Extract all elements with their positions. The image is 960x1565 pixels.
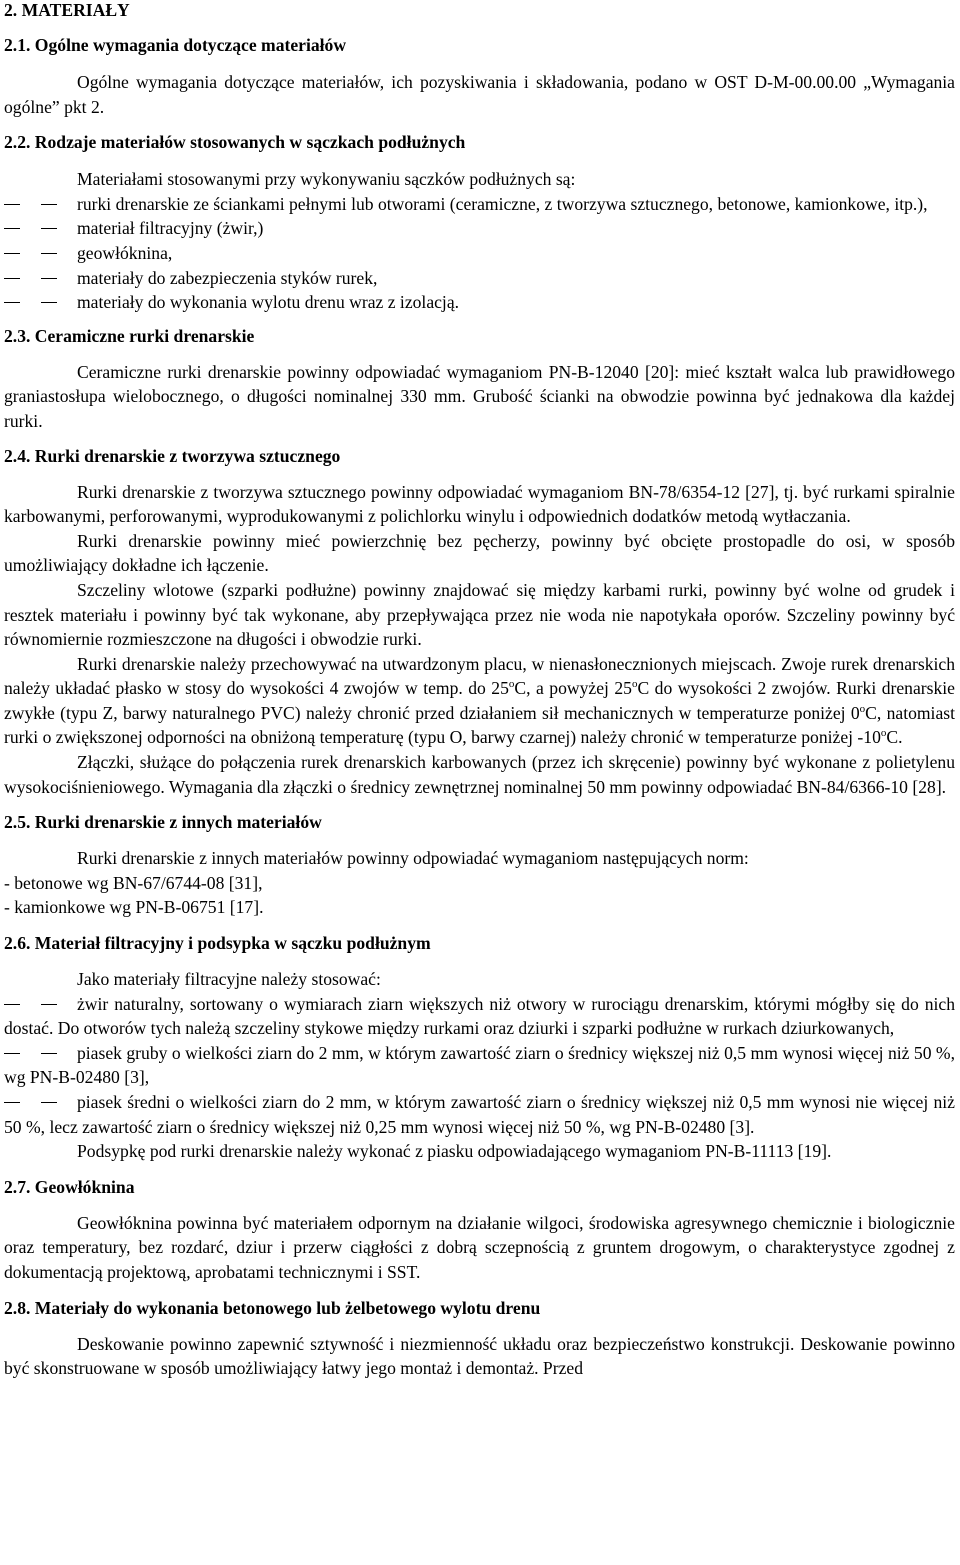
- dash-bullet: [4, 216, 64, 240]
- list-item: żwir naturalny, sortowany o wymiarach ziarn większych niż otwory w rurociągu drenarskim, którymi mógłby się do nich dostać. Do otworów tych należą szczeliny stykowe między rurkami oraz dziurki i szparki podłużne w rurkach dziurkowanych,: [4, 993, 955, 1039]
- section-2-5-title: 2.5. Rurki drenarskie z innych materiałów: [4, 812, 322, 833]
- list-item: - betonowe wg BN-67/6744-08 [31],: [4, 872, 263, 893]
- list-item: materiały do wykonania wylotu drenu wraz z izolacją.: [4, 290, 955, 315]
- section-2-8-text: Deskowanie powinno zapewnić sztywność i niezmienność układu oraz bezpieczeństwo konstrukcji. Deskowanie powinno być skonstruowane w sposób umożliwiający łatwy jego montaż i demontaż. Przed: [4, 1333, 955, 1379]
- section-2-4-p1: Rurki drenarskie z tworzywa sztucznego powinny odpowiadać wymaganiom BN-78/6354-12 [27], tj. być rurkami spiralnie karbowanymi, perforowanymi, wyprodukowanymi z polichlorku winylu i odpowiednich dodatków metodą wytłaczania.: [4, 481, 955, 527]
- section-2-4-p2: Rurki drenarskie powinny mieć powierzchnię bez pęcherzy, powinny być obcięte prostopadle do osi, w sposób umożliwiający dokładne ich łączenie.: [4, 530, 955, 576]
- section-2-1-title: 2.1. Ogólne wymagania dotyczące materiałów: [4, 35, 347, 55]
- section-2-3-title: 2.3. Ceramiczne rurki drenarskie: [4, 325, 255, 346]
- section-2-4-p5: Złączki, służące do połączenia rurek drenarskich karbowanych (przez ich skręcenie) powinny być wykonane z polietylenu wysokociśnieniowego. Wymagania dla złączki o średnicy zewnętrznej nominalnej 50 mm powinny odpowiadać BN-84/6366-10 [28].: [4, 752, 955, 797]
- section-2-4-p4: Rurki drenarskie należy przechowywać na utwardzonym placu, w nienasłonecznionych miejscach. Zwoje rurek drenarskich należy układać płasko w stosy do wysokości 4 zwojów w temp. do 25$^o$C, a powyżej 25$^o$C do wysokości 2 zwojów. Rurki drenarskie zwykłe (typu Z, barwy naturalnego PVC) należy chronić przed działaniem sił mechanicznych w temperaturze poniżej 0$^o$C, natomiast rurki o zwiększonej odporności na obniżoną temperaturę (typu O, barwy czarnej) należy chronić w temperaturze poniżej -10$^o$C.: [4, 653, 955, 748]
- section-2-title: 2. MATERIAŁY: [4, 0, 130, 20]
- section-2-2-title: 2.2. Rodzaje materiałów stosowanych w sączkach podłużnych: [4, 132, 466, 153]
- section-2-2-intro: Materiałami stosowanymi przy wykonywaniu sączków podłużnych są:: [77, 169, 576, 190]
- section-2-7-text: Geowłóknina powinna być materiałem odpornym na działanie wilgoci, środowiska agresywnego chemicznie i biologicznie oraz temperatury, bez rozdarć, dziur i przerw ciągłości z dobrą sczepnością z gruntem drogowym, o charakterystyce zgodnej z dokumentacją projektową, aprobatami technicznymi i SST.: [4, 1212, 955, 1282]
- document-page: [4, 0, 955, 1381]
- dash-bullet: [4, 241, 64, 265]
- dash-bullet: [4, 266, 64, 290]
- section-2-3-text: Ceramiczne rurki drenarskie powinny odpowiadać wymaganiom PN-B-12040 [20]: mieć kształt walca lub prawidłowego graniastosłupa wielobocznego, o długości nominalnej 330 mm. Grubość ścianki na obwodzie powinna być jednakowa dla każdej rurki.: [4, 361, 955, 431]
- dash-bullet: [4, 192, 64, 216]
- section-2-4-title: 2.4. Rurki drenarskie z tworzywa sztucznego: [4, 445, 341, 466]
- list-item: piasek gruby o wielkości ziarn do 2 mm, w którym zawartość ziarn o średnicy większej niż 0,5 mm wynosi więcej niż 50 %, wg PN-B-02480 [3],: [4, 1042, 955, 1088]
- list-item: geowłóknina,: [4, 241, 955, 266]
- list-item: - kamionkowe wg PN-B-06751 [17].: [4, 897, 264, 918]
- section-2-6-title: 2.6. Materiał filtracyjny i podsypka w sączku podłużnym: [4, 933, 431, 954]
- section-2-1-text: Ogólne wymagania dotyczące materiałów, ich pozyskiwania i składowania, podano w OST D-M-00.00.00 „Wymagania ogólne” pkt 2.: [4, 72, 955, 117]
- list-item: materiały do zabezpieczenia styków rurek,: [4, 266, 955, 291]
- dash-bullet: [4, 290, 64, 314]
- list-item: rurki drenarskie ze ściankami pełnymi lub otworami (ceramiczne, z tworzywa sztucznego, betonowe, kamionkowe, itp.),: [4, 192, 955, 217]
- list-item: materiał filtracyjny (żwir,): [4, 216, 955, 241]
- list-item: piasek średni o wielkości ziarn do 2 mm, w którym zawartość ziarn o średnicy większej niż 0,5 mm wynosi nie więcej niż 50 %, lecz zawartość ziarn o średnicy większej niż 0,25 mm wynosi więcej niż 50 %, wg PN-B-02480 [3].: [4, 1092, 955, 1137]
- section-2-7-title: 2.7. Geowłóknina: [4, 1176, 135, 1197]
- section-2-6-intro: Jako materiały filtracyjne należy stosować:: [77, 969, 381, 990]
- section-2-8-title: 2.8. Materiały do wykonania betonowego lub żelbetowego wylotu drenu: [4, 1297, 541, 1318]
- section-2-5-intro: Rurki drenarskie z innych materiałów powinny odpowiadać wymaganiom następujących norm:: [77, 848, 749, 869]
- section-2-6-outro: Podsypkę pod rurki drenarskie należy wykonać z piasku odpowiadającego wymaganiom PN-B-11113 [19].: [77, 1141, 832, 1162]
- section-2-4-p3: Szczeliny wlotowe (szparki podłużne) powinny znajdować się między karbami rurki, powinny być wolne od grudek i resztek materiału i powinny być tak wykonane, aby przepływająca przez nie woda nie napotykała oporów. Szczeliny powinny być równomiernie rozmieszczone na długości i obwodzie rurki.: [4, 579, 955, 650]
